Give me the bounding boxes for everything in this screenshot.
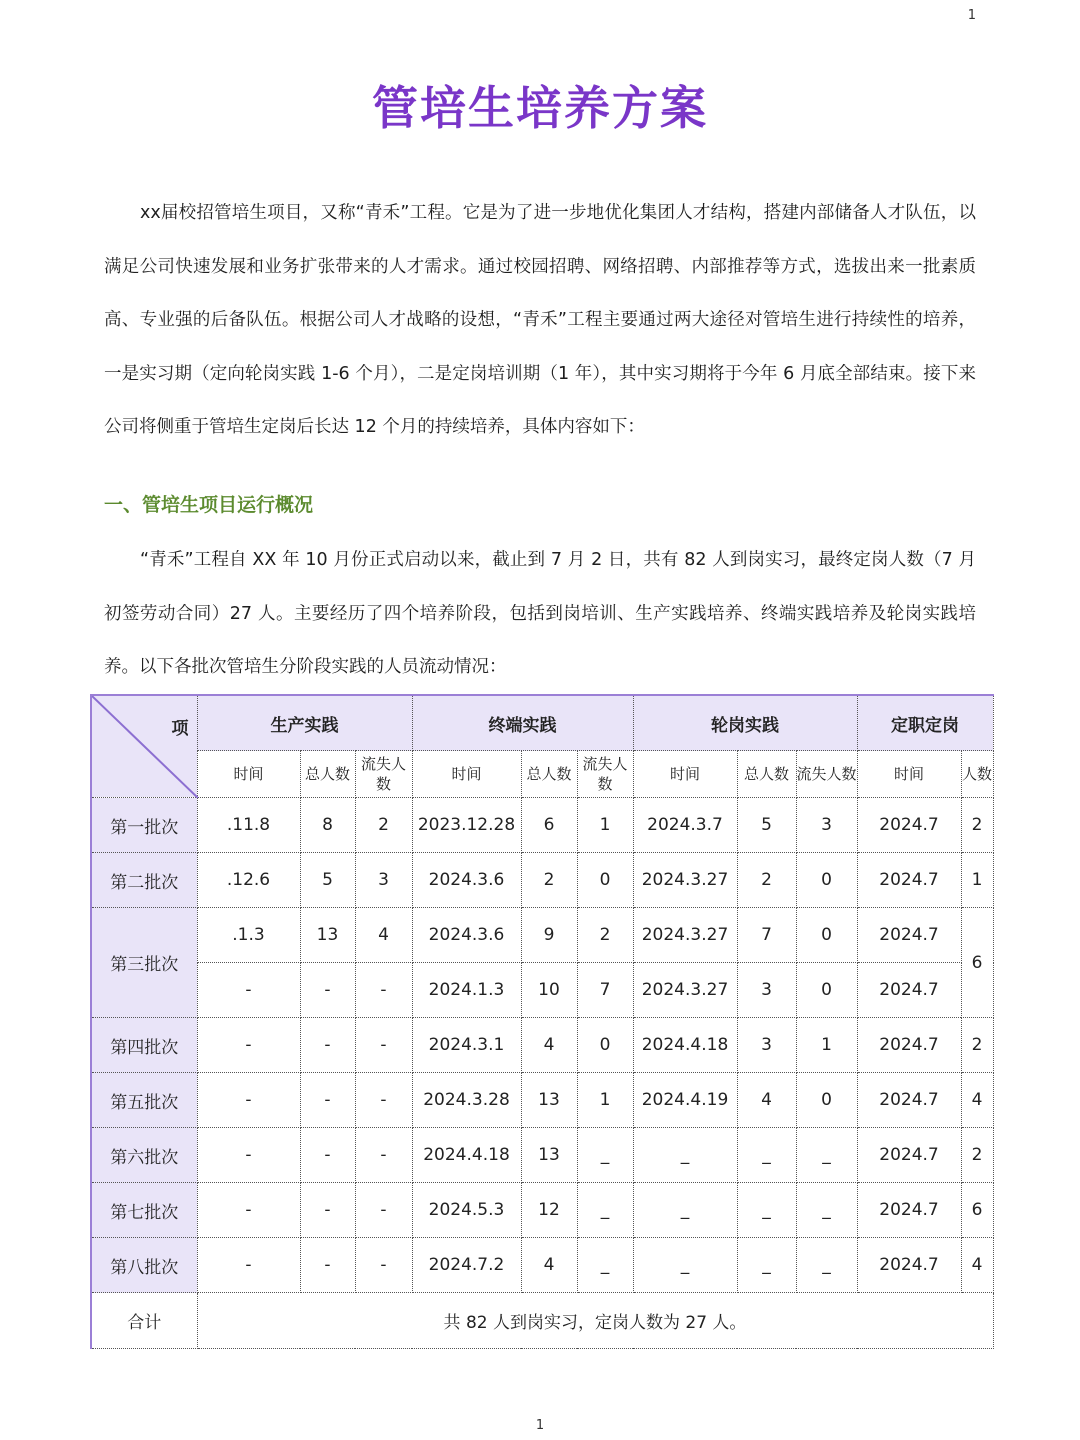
table-cell: 2024.3.28 bbox=[412, 1073, 521, 1128]
table-cell: 4 bbox=[961, 1238, 993, 1293]
table-cell: - bbox=[355, 1128, 412, 1183]
diagonal-line-icon bbox=[92, 696, 198, 798]
table-cell: 1 bbox=[577, 798, 633, 853]
table-cell: - bbox=[355, 963, 412, 1018]
table-cell: 2 bbox=[521, 853, 577, 908]
table-cell: 6 bbox=[521, 798, 577, 853]
table-corner-cell bbox=[91, 695, 197, 798]
sub-header: 时间 bbox=[197, 751, 300, 798]
table-cell: _ bbox=[796, 1238, 857, 1293]
table-cell: 2024.7.2 bbox=[412, 1238, 521, 1293]
table-cell: 2024.3.1 bbox=[412, 1018, 521, 1073]
table-cell: 0 bbox=[577, 1018, 633, 1073]
sub-header: 流失人数 bbox=[577, 751, 633, 798]
sub-header: 总人数 bbox=[737, 751, 796, 798]
table-cell: 4 bbox=[355, 908, 412, 963]
table-cell: .12.6 bbox=[197, 853, 300, 908]
table-cell: 6 bbox=[961, 908, 993, 1018]
table-cell: _ bbox=[796, 1128, 857, 1183]
table-cell: 2024.3.7 bbox=[633, 798, 737, 853]
total-summary: 共 82 人到岗实习，定岗人数为 27 人。 bbox=[197, 1293, 993, 1349]
table-cell: 0 bbox=[796, 963, 857, 1018]
table-cell: - bbox=[197, 963, 300, 1018]
table-row bbox=[91, 1128, 993, 1183]
table-cell: 12 bbox=[521, 1183, 577, 1238]
table-cell: 2023.12.28 bbox=[412, 798, 521, 853]
table-cell: 7 bbox=[737, 908, 796, 963]
table-cell: 2024.7 bbox=[857, 798, 961, 853]
table-total-row bbox=[91, 1293, 993, 1349]
table-cell: 2024.4.19 bbox=[633, 1073, 737, 1128]
intro-paragraph: xx届校招管培生项目，又称“青禾”工程。它是为了进一步地优化集团人才结构，搭建内部储备人才队伍，以满足公司快速发展和业务扩张带来的人才需求。通过校园招聘、网络招聘、内部推荐等方式，选拔出来一批素质高、专业强的后备队伍。根据公司人才战略的设想，“青禾”工程主要通过两大途径对管培生进行持续性的培养，一是实习期（定向轮岗实践 1-6 个月），二是定岗培训期（1 年），其中实习期将于今年 6 月底全部结束。接下来公司将侧重于管培生定岗后长达 12 个月的持续培养，具体内容如下： bbox=[104, 203, 976, 437]
group-header: 生产实践 bbox=[197, 695, 412, 751]
table-cell: 5 bbox=[737, 798, 796, 853]
batch-label: 第四批次 bbox=[91, 1018, 197, 1073]
table-cell: 0 bbox=[796, 908, 857, 963]
page-title: 管培生培养方案 bbox=[372, 81, 708, 135]
group-header: 定职定岗 bbox=[857, 695, 993, 751]
table-cell: 4 bbox=[521, 1238, 577, 1293]
table-cell: 2024.3.27 bbox=[633, 963, 737, 1018]
table-cell: 2024.3.27 bbox=[633, 853, 737, 908]
table-cell: - bbox=[355, 1018, 412, 1073]
table-cell: 13 bbox=[521, 1128, 577, 1183]
table-cell: _ bbox=[633, 1128, 737, 1183]
batch-label: 第六批次 bbox=[91, 1128, 197, 1183]
table-cell: 0 bbox=[796, 853, 857, 908]
table-cell: 2024.7 bbox=[857, 1073, 961, 1128]
batch-label: 第一批次 bbox=[91, 798, 197, 853]
table-cell: 2024.5.3 bbox=[412, 1183, 521, 1238]
table-cell: _ bbox=[633, 1238, 737, 1293]
table-cell: 3 bbox=[737, 963, 796, 1018]
table-cell: 2024.3.6 bbox=[412, 908, 521, 963]
table-cell: _ bbox=[577, 1238, 633, 1293]
table-cell: _ bbox=[796, 1183, 857, 1238]
table-cell: 5 bbox=[300, 853, 355, 908]
table-cell: - bbox=[300, 963, 355, 1018]
table-cell: .1.3 bbox=[197, 908, 300, 963]
table-cell: 1 bbox=[961, 853, 993, 908]
table-cell: - bbox=[300, 1183, 355, 1238]
table-cell: 2024.4.18 bbox=[633, 1018, 737, 1073]
table-cell: 1 bbox=[796, 1018, 857, 1073]
sub-header: 时间 bbox=[857, 751, 961, 798]
sub-header: 流失人数 bbox=[355, 751, 412, 798]
table-cell: 13 bbox=[521, 1073, 577, 1128]
table-row bbox=[91, 798, 993, 853]
table-cell: - bbox=[355, 1073, 412, 1128]
table-cell: 2024.3.6 bbox=[412, 853, 521, 908]
table-cell: 3 bbox=[355, 853, 412, 908]
table-cell: - bbox=[355, 1183, 412, 1238]
page-number-bottom: 1 bbox=[535, 1418, 545, 1433]
total-label: 合计 bbox=[91, 1293, 197, 1349]
table-row bbox=[91, 963, 993, 1018]
table-cell: - bbox=[300, 1128, 355, 1183]
table-row bbox=[91, 1073, 993, 1128]
table-cell: 2024.7 bbox=[857, 963, 961, 1018]
batch-label: 第二批次 bbox=[91, 853, 197, 908]
table-cell: - bbox=[197, 1238, 300, 1293]
table-cell: 3 bbox=[737, 1018, 796, 1073]
table-cell: 2024.7 bbox=[857, 908, 961, 963]
table-cell: 3 bbox=[796, 798, 857, 853]
sub-header: 总人数 bbox=[300, 751, 355, 798]
table-cell: 2024.4.18 bbox=[412, 1128, 521, 1183]
group-header: 终端实践 bbox=[412, 695, 633, 751]
table-cell: - bbox=[197, 1018, 300, 1073]
table-cell: 2 bbox=[737, 853, 796, 908]
table-cell: _ bbox=[737, 1183, 796, 1238]
table-cell: _ bbox=[633, 1183, 737, 1238]
table-cell: 2 bbox=[961, 1128, 993, 1183]
table-cell: 2024.7 bbox=[857, 1238, 961, 1293]
table-cell: 1 bbox=[577, 1073, 633, 1128]
sub-header: 时间 bbox=[633, 751, 737, 798]
table-row bbox=[91, 853, 993, 908]
table-cell: 2024.7 bbox=[857, 853, 961, 908]
table-cell: 9 bbox=[521, 908, 577, 963]
table-cell: - bbox=[197, 1073, 300, 1128]
table-cell: 4 bbox=[521, 1018, 577, 1073]
page-number-top: 1 bbox=[967, 8, 976, 23]
table-cell: - bbox=[197, 1183, 300, 1238]
table-cell: 10 bbox=[521, 963, 577, 1018]
table-row bbox=[91, 1238, 993, 1293]
sub-header: 人数 bbox=[961, 751, 993, 798]
sub-header: 时间 bbox=[412, 751, 521, 798]
table-cell: 0 bbox=[796, 1073, 857, 1128]
table-cell: 4 bbox=[961, 1073, 993, 1128]
table-cell: _ bbox=[737, 1238, 796, 1293]
table-cell: _ bbox=[737, 1128, 796, 1183]
table-cell: .11.8 bbox=[197, 798, 300, 853]
table-cell: 2 bbox=[355, 798, 412, 853]
table-cell: _ bbox=[577, 1183, 633, 1238]
table-row bbox=[91, 1183, 993, 1238]
table-cell: 0 bbox=[577, 853, 633, 908]
section-1-paragraph: “青禾”工程自 XX 年 10 月份正式启动以来，截止到 7 月 2 日，共有 82 人到岗实习，最终定岗人数（7 月初签劳动合同）27 人。主要经历了四个培养阶段，包括到岗培训、生产实践培养、终端实践培养及轮岗实践培养。以下各批次管培生分阶段实践的人员流动情况： bbox=[104, 550, 976, 677]
table-cell: 4 bbox=[737, 1073, 796, 1128]
table-cell: 2024.7 bbox=[857, 1128, 961, 1183]
section-heading-1: 一、管培生项目运行概况 bbox=[104, 494, 314, 516]
table-cell: 8 bbox=[300, 798, 355, 853]
batch-label: 第七批次 bbox=[91, 1183, 197, 1238]
table-header-row bbox=[91, 695, 993, 751]
staff-flow-table bbox=[90, 694, 994, 1349]
table-cell: 7 bbox=[577, 963, 633, 1018]
table-cell: 2024.7 bbox=[857, 1018, 961, 1073]
sub-header: 流失人数 bbox=[796, 751, 857, 798]
batch-label: 第八批次 bbox=[91, 1238, 197, 1293]
table-cell: 2 bbox=[577, 908, 633, 963]
table-cell: 6 bbox=[961, 1183, 993, 1238]
table-cell: 2024.1.3 bbox=[412, 963, 521, 1018]
table-cell: _ bbox=[577, 1128, 633, 1183]
table-subheader-row bbox=[91, 751, 993, 798]
table-cell: - bbox=[300, 1238, 355, 1293]
table-cell: - bbox=[197, 1128, 300, 1183]
table-cell: 2024.7 bbox=[857, 1183, 961, 1238]
table-cell: 2 bbox=[961, 1018, 993, 1073]
table-cell: 13 bbox=[300, 908, 355, 963]
batch-label: 第五批次 bbox=[91, 1073, 197, 1128]
table-cell: 2024.3.27 bbox=[633, 908, 737, 963]
table-cell: - bbox=[300, 1018, 355, 1073]
corner-label: 项 bbox=[171, 719, 189, 739]
table-cell: - bbox=[300, 1073, 355, 1128]
table-cell: 2 bbox=[961, 798, 993, 853]
table-row bbox=[91, 908, 993, 963]
sub-header: 总人数 bbox=[521, 751, 577, 798]
group-header: 轮岗实践 bbox=[633, 695, 857, 751]
table-row bbox=[91, 1018, 993, 1073]
table-cell: - bbox=[355, 1238, 412, 1293]
batch-label: 第三批次 bbox=[91, 908, 197, 1018]
